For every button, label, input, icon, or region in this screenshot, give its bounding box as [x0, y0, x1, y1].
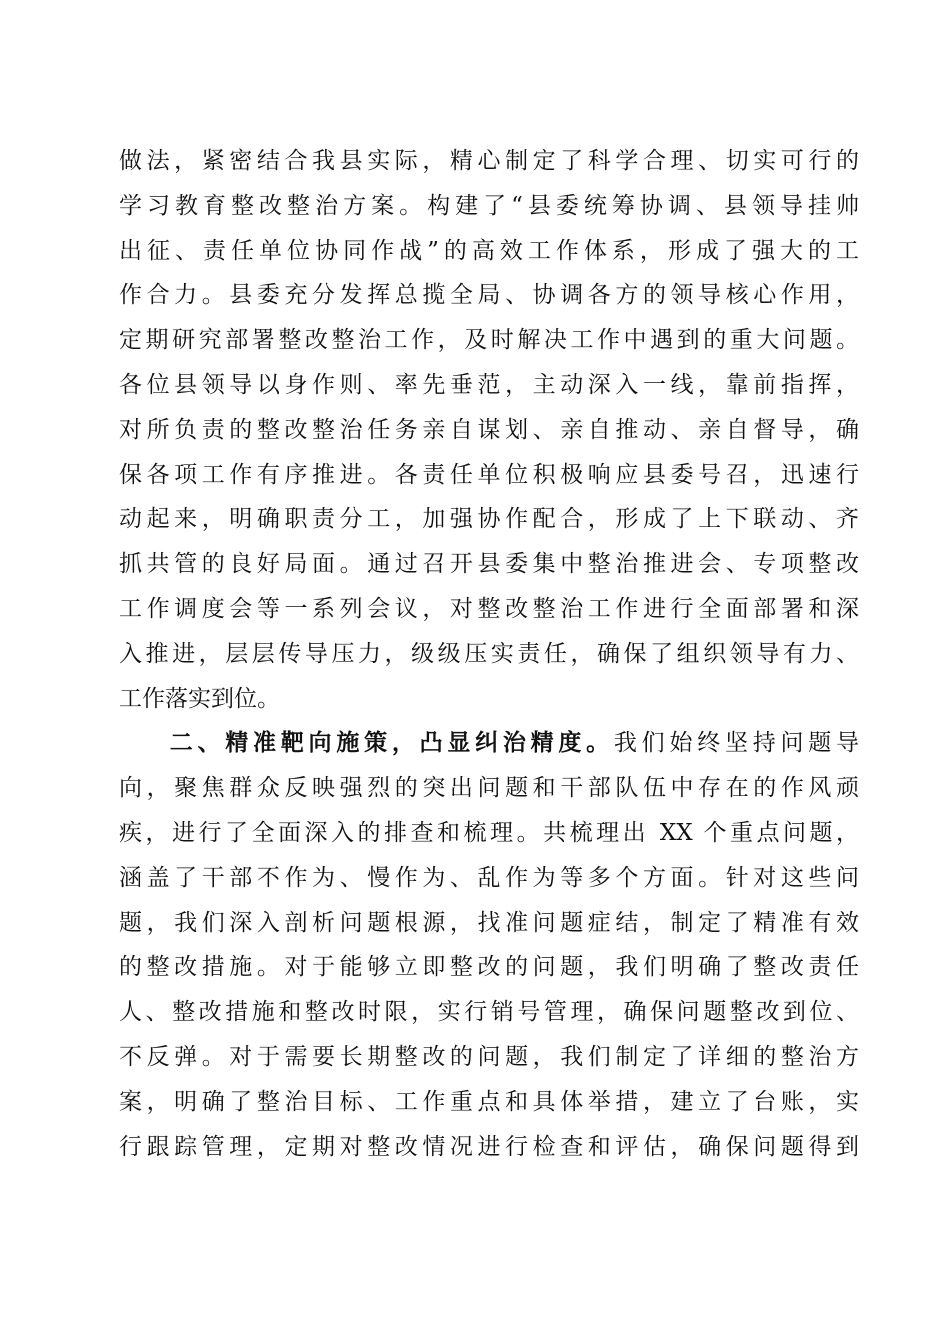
text-line: 涵盖了干部不作为、慢作为、乱作为等多个方面。针对这些问: [119, 864, 859, 891]
text-line: 行跟踪管理，定期对整改情况进行检查和评估，确保问题得到: [119, 1133, 859, 1160]
text-line: 对所负责的整改整治任务亲自谋划、亲自推动、亲自督导，确: [119, 416, 859, 443]
text-line: 作合力。县委充分发挥总揽全局、协调各方的领导核心作用，: [119, 282, 859, 309]
text-line: 动起来，明确职责分工，加强协作配合，形成了上下联动、齐: [119, 506, 859, 533]
text-line: 疾，进行了全面深入的排查和梳理。共梳理出 XX 个重点问题，: [119, 819, 859, 846]
text-line: 抓共管的良好局面。通过召开县委集中整治推进会、专项整改: [119, 551, 859, 578]
text-line: 向，聚焦群众反映强烈的突出问题和干部队伍中存在的作风顽: [119, 775, 859, 802]
text-line: 工作落实到位。: [119, 685, 280, 712]
text-line: 各位县领导以身作则、率先垂范，主动深入一线，靠前指挥，: [119, 371, 859, 398]
section-heading: 二、精准靶向施策，凸显纠治精度。: [165, 729, 614, 757]
document-body: [119, 139, 859, 1169]
paragraph-first-line: [119, 721, 859, 766]
text-line: 入推进，层层传导压力，级级压实责任，确保了组织领导有力、: [119, 640, 859, 667]
text-line: 工作调度会等一系列会议，对整改整治工作进行全面部署和深: [119, 595, 859, 622]
text-line: 出征、责任单位协同作战”的高效工作体系，形成了强大的工: [119, 237, 859, 264]
paragraph-2: [119, 721, 859, 1169]
text-line: 定期研究部署整改整治工作，及时解决工作中遇到的重大问题。: [119, 327, 859, 354]
text-line: 案，明确了整治目标、工作重点和具体举措，建立了台账，实: [119, 1088, 859, 1115]
paragraph-1: [119, 139, 859, 721]
text-line: 保各项工作有序推进。各责任单位积极响应县委号召，迅速行: [119, 461, 859, 488]
text-line: 题，我们深入剖析问题根源，找准问题症结，制定了精准有效: [119, 909, 859, 936]
text-line: 学习教育整改整治方案。构建了“县委统筹协调、县领导挂帅: [119, 192, 859, 219]
text-line: 的整改措施。对于能够立即整改的问题，我们明确了整改责任: [119, 954, 859, 981]
heading-line-text: 我们始终坚持问题导: [613, 730, 860, 757]
text-line: 做法，紧密结合我县实际，精心制定了科学合理、切实可行的: [119, 148, 859, 174]
text-line: 不反弹。对于需要长期整改的问题，我们制定了详细的整治方: [119, 1043, 859, 1070]
text-line: 人、整改措施和整改时限，实行销号管理，确保问题整改到位、: [119, 999, 859, 1026]
